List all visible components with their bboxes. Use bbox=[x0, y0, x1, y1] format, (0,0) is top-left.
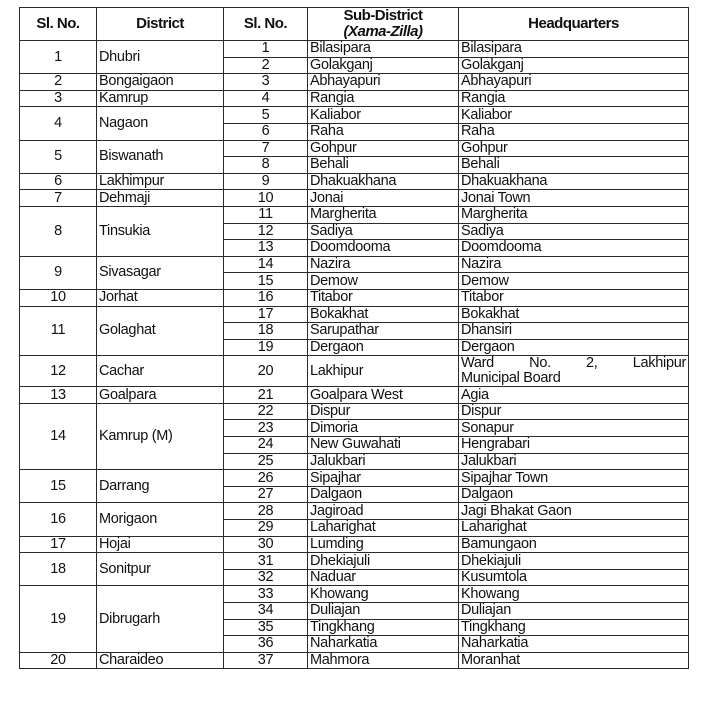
header-row bbox=[20, 8, 689, 41]
district-sl-no: 20 bbox=[20, 652, 97, 669]
sub-district-sl-no: 32 bbox=[224, 569, 308, 586]
sub-district-name: Dergaon bbox=[308, 339, 459, 356]
district-name: Hojai bbox=[97, 536, 224, 553]
sub-district-name: Duliajan bbox=[308, 603, 459, 620]
sub-district-name: Jonai bbox=[308, 190, 459, 207]
sub-district-name: Sarupathar bbox=[308, 323, 459, 340]
district-name: Sonitpur bbox=[97, 553, 224, 586]
district-sl-no: 3 bbox=[20, 90, 97, 107]
headquarters: Kusumtola bbox=[459, 569, 689, 586]
district-name: Dibrugarh bbox=[97, 586, 224, 652]
district-sl-no: 10 bbox=[20, 289, 97, 306]
sub-district-name: Kaliabor bbox=[308, 107, 459, 124]
sub-district-name: Bilasipara bbox=[308, 41, 459, 58]
table-row bbox=[20, 387, 689, 404]
table-row bbox=[20, 553, 689, 570]
headquarters: Dergaon bbox=[459, 339, 689, 356]
sub-district-sl-no: 24 bbox=[224, 437, 308, 454]
sub-district-name: Raha bbox=[308, 123, 459, 140]
header-sl-no-district: Sl. No. bbox=[20, 8, 97, 41]
sub-district-sl-no: 13 bbox=[224, 240, 308, 257]
sub-district-sl-no: 2 bbox=[224, 57, 308, 74]
headquarters: Nazira bbox=[459, 256, 689, 273]
sub-district-sl-no: 15 bbox=[224, 273, 308, 290]
district-name: Golaghat bbox=[97, 306, 224, 356]
sub-district-sl-no: 17 bbox=[224, 306, 308, 323]
sub-district-sl-no: 33 bbox=[224, 586, 308, 603]
district-sl-no: 17 bbox=[20, 536, 97, 553]
sub-district-sl-no: 36 bbox=[224, 636, 308, 653]
sub-district-name: Sipajhar bbox=[308, 470, 459, 487]
table-row bbox=[20, 173, 689, 190]
headquarters: Dalgaon bbox=[459, 486, 689, 503]
sub-district-name: New Guwahati bbox=[308, 437, 459, 454]
table-row bbox=[20, 652, 689, 669]
table-row bbox=[20, 586, 689, 603]
district-name: Dhubri bbox=[97, 41, 224, 74]
sub-district-sl-no: 5 bbox=[224, 107, 308, 124]
sub-district-sl-no: 16 bbox=[224, 289, 308, 306]
sub-district-sl-no: 29 bbox=[224, 520, 308, 537]
sub-district-sl-no: 8 bbox=[224, 157, 308, 174]
sub-district-name: Dhakuakhana bbox=[308, 173, 459, 190]
headquarters: Dhakuakhana bbox=[459, 173, 689, 190]
sub-district-name: Naduar bbox=[308, 569, 459, 586]
sub-district-name: Naharkatia bbox=[308, 636, 459, 653]
district-sl-no: 2 bbox=[20, 74, 97, 91]
table-row bbox=[20, 356, 689, 387]
sub-district-sl-no: 30 bbox=[224, 536, 308, 553]
headquarters: Dhekiajuli bbox=[459, 553, 689, 570]
district-sl-no: 11 bbox=[20, 306, 97, 356]
sub-district-name: Mahmora bbox=[308, 652, 459, 669]
sub-district-name: Behali bbox=[308, 157, 459, 174]
sub-district-name: Sadiya bbox=[308, 223, 459, 240]
headquarters bbox=[459, 356, 689, 387]
sub-district-name: Nazira bbox=[308, 256, 459, 273]
district-sl-no: 14 bbox=[20, 403, 97, 469]
sub-district-name: Jagiroad bbox=[308, 503, 459, 520]
district-sl-no: 1 bbox=[20, 41, 97, 74]
headquarters: Jagi Bhakat Gaon bbox=[459, 503, 689, 520]
sub-district-name: Jalukbari bbox=[308, 453, 459, 470]
sub-district-sl-no: 21 bbox=[224, 387, 308, 404]
headquarters: Hengrabari bbox=[459, 437, 689, 454]
headquarters-line-2: Municipal Board bbox=[461, 370, 561, 387]
sub-district-name: Laharighat bbox=[308, 520, 459, 537]
sub-district-sl-no: 7 bbox=[224, 140, 308, 157]
district-sl-no: 7 bbox=[20, 190, 97, 207]
headquarters-line-1: Ward No. 2, Lakhipur bbox=[461, 355, 686, 372]
headquarters: Dispur bbox=[459, 403, 689, 420]
district-sl-no: 8 bbox=[20, 206, 97, 256]
headquarters: Jonai Town bbox=[459, 190, 689, 207]
headquarters: Rangia bbox=[459, 90, 689, 107]
sub-district-sl-no: 10 bbox=[224, 190, 308, 207]
headquarters: Bokakhat bbox=[459, 306, 689, 323]
table-row bbox=[20, 74, 689, 91]
district-sl-no: 16 bbox=[20, 503, 97, 536]
sub-district-name: Bokakhat bbox=[308, 306, 459, 323]
sub-district-name: Tingkhang bbox=[308, 619, 459, 636]
table-row bbox=[20, 140, 689, 157]
sub-district-name: Abhayapuri bbox=[308, 74, 459, 91]
sub-district-name: Dalgaon bbox=[308, 486, 459, 503]
sub-district-name: Titabor bbox=[308, 289, 459, 306]
sub-district-sl-no: 20 bbox=[224, 356, 308, 387]
table-row bbox=[20, 470, 689, 487]
headquarters: Titabor bbox=[459, 289, 689, 306]
sub-district-name: Dimoria bbox=[308, 420, 459, 437]
sub-district-sl-no: 26 bbox=[224, 470, 308, 487]
district-sl-no: 5 bbox=[20, 140, 97, 173]
district-name: Dehmaji bbox=[97, 190, 224, 207]
table-row bbox=[20, 41, 689, 58]
headquarters: Agia bbox=[459, 387, 689, 404]
headquarters: Moranhat bbox=[459, 652, 689, 669]
header-sub-district bbox=[308, 8, 459, 41]
headquarters: Gohpur bbox=[459, 140, 689, 157]
headquarters: Bamungaon bbox=[459, 536, 689, 553]
sub-district-name: Dispur bbox=[308, 403, 459, 420]
district-name: Sivasagar bbox=[97, 256, 224, 289]
headquarters: Jalukbari bbox=[459, 453, 689, 470]
sub-district-name: Golakganj bbox=[308, 57, 459, 74]
district-name: Cachar bbox=[97, 356, 224, 387]
table-row bbox=[20, 503, 689, 520]
sub-district-sl-no: 22 bbox=[224, 403, 308, 420]
headquarters: Sipajhar Town bbox=[459, 470, 689, 487]
header-sub-district-label: Sub-District bbox=[343, 7, 423, 24]
sub-district-sl-no: 4 bbox=[224, 90, 308, 107]
sub-district-name: Lumding bbox=[308, 536, 459, 553]
header-headquarters: Headquarters bbox=[459, 8, 689, 41]
headquarters: Abhayapuri bbox=[459, 74, 689, 91]
sub-district-name: Gohpur bbox=[308, 140, 459, 157]
district-name: Biswanath bbox=[97, 140, 224, 173]
district-name: Darrang bbox=[97, 470, 224, 503]
district-name: Bongaigaon bbox=[97, 74, 224, 91]
sub-district-sl-no: 35 bbox=[224, 619, 308, 636]
district-name: Kamrup (M) bbox=[97, 403, 224, 469]
sub-district-name: Doomdooma bbox=[308, 240, 459, 257]
district-name: Kamrup bbox=[97, 90, 224, 107]
table-row bbox=[20, 107, 689, 124]
district-sl-no: 9 bbox=[20, 256, 97, 289]
headquarters: Demow bbox=[459, 273, 689, 290]
header-district: District bbox=[97, 8, 224, 41]
table-row bbox=[20, 306, 689, 323]
table-row bbox=[20, 256, 689, 273]
sub-district-table bbox=[19, 7, 689, 669]
sub-district-sl-no: 37 bbox=[224, 652, 308, 669]
headquarters: Doomdooma bbox=[459, 240, 689, 257]
sub-district-sl-no: 12 bbox=[224, 223, 308, 240]
district-name: Nagaon bbox=[97, 107, 224, 140]
sub-district-sl-no: 18 bbox=[224, 323, 308, 340]
sub-district-sl-no: 27 bbox=[224, 486, 308, 503]
district-name: Lakhimpur bbox=[97, 173, 224, 190]
headquarters: Khowang bbox=[459, 586, 689, 603]
headquarters: Behali bbox=[459, 157, 689, 174]
table-row bbox=[20, 90, 689, 107]
sub-district-sl-no: 9 bbox=[224, 173, 308, 190]
district-name: Goalpara bbox=[97, 387, 224, 404]
headquarters: Naharkatia bbox=[459, 636, 689, 653]
district-sl-no: 6 bbox=[20, 173, 97, 190]
sub-district-sl-no: 25 bbox=[224, 453, 308, 470]
table-row bbox=[20, 206, 689, 223]
district-name: Jorhat bbox=[97, 289, 224, 306]
headquarters: Sonapur bbox=[459, 420, 689, 437]
sub-district-sl-no: 3 bbox=[224, 74, 308, 91]
headquarters: Duliajan bbox=[459, 603, 689, 620]
sub-district-sl-no: 14 bbox=[224, 256, 308, 273]
sub-district-sl-no: 23 bbox=[224, 420, 308, 437]
sub-district-name: Margherita bbox=[308, 206, 459, 223]
sub-district-sl-no: 1 bbox=[224, 41, 308, 58]
header-sub-district-alt: (Xama-Zilla) bbox=[343, 23, 423, 40]
table-row bbox=[20, 190, 689, 207]
headquarters: Laharighat bbox=[459, 520, 689, 537]
district-name: Tinsukia bbox=[97, 206, 224, 256]
district-sl-no: 15 bbox=[20, 470, 97, 503]
headquarters: Sadiya bbox=[459, 223, 689, 240]
headquarters: Tingkhang bbox=[459, 619, 689, 636]
district-sl-no: 13 bbox=[20, 387, 97, 404]
district-sl-no: 18 bbox=[20, 553, 97, 586]
sub-district-sl-no: 31 bbox=[224, 553, 308, 570]
table-row bbox=[20, 403, 689, 420]
header-sl-no-sub: Sl. No. bbox=[224, 8, 308, 41]
sub-district-sl-no: 19 bbox=[224, 339, 308, 356]
headquarters: Golakganj bbox=[459, 57, 689, 74]
headquarters: Kaliabor bbox=[459, 107, 689, 124]
sub-district-sl-no: 11 bbox=[224, 206, 308, 223]
sub-district-sl-no: 34 bbox=[224, 603, 308, 620]
sub-district-name: Demow bbox=[308, 273, 459, 290]
table-row bbox=[20, 536, 689, 553]
district-sl-no: 19 bbox=[20, 586, 97, 652]
table-row bbox=[20, 289, 689, 306]
district-sl-no: 12 bbox=[20, 356, 97, 387]
district-name: Charaideo bbox=[97, 652, 224, 669]
sub-district-name: Khowang bbox=[308, 586, 459, 603]
sub-district-name: Lakhipur bbox=[308, 356, 459, 387]
headquarters: Margherita bbox=[459, 206, 689, 223]
district-name: Morigaon bbox=[97, 503, 224, 536]
sub-district-sl-no: 6 bbox=[224, 123, 308, 140]
sub-district-name: Goalpara West bbox=[308, 387, 459, 404]
headquarters: Bilasipara bbox=[459, 41, 689, 58]
sub-district-name: Dhekiajuli bbox=[308, 553, 459, 570]
sub-district-name: Rangia bbox=[308, 90, 459, 107]
district-sl-no: 4 bbox=[20, 107, 97, 140]
headquarters: Dhansiri bbox=[459, 323, 689, 340]
table-body bbox=[20, 41, 689, 669]
headquarters: Raha bbox=[459, 123, 689, 140]
sub-district-sl-no: 28 bbox=[224, 503, 308, 520]
